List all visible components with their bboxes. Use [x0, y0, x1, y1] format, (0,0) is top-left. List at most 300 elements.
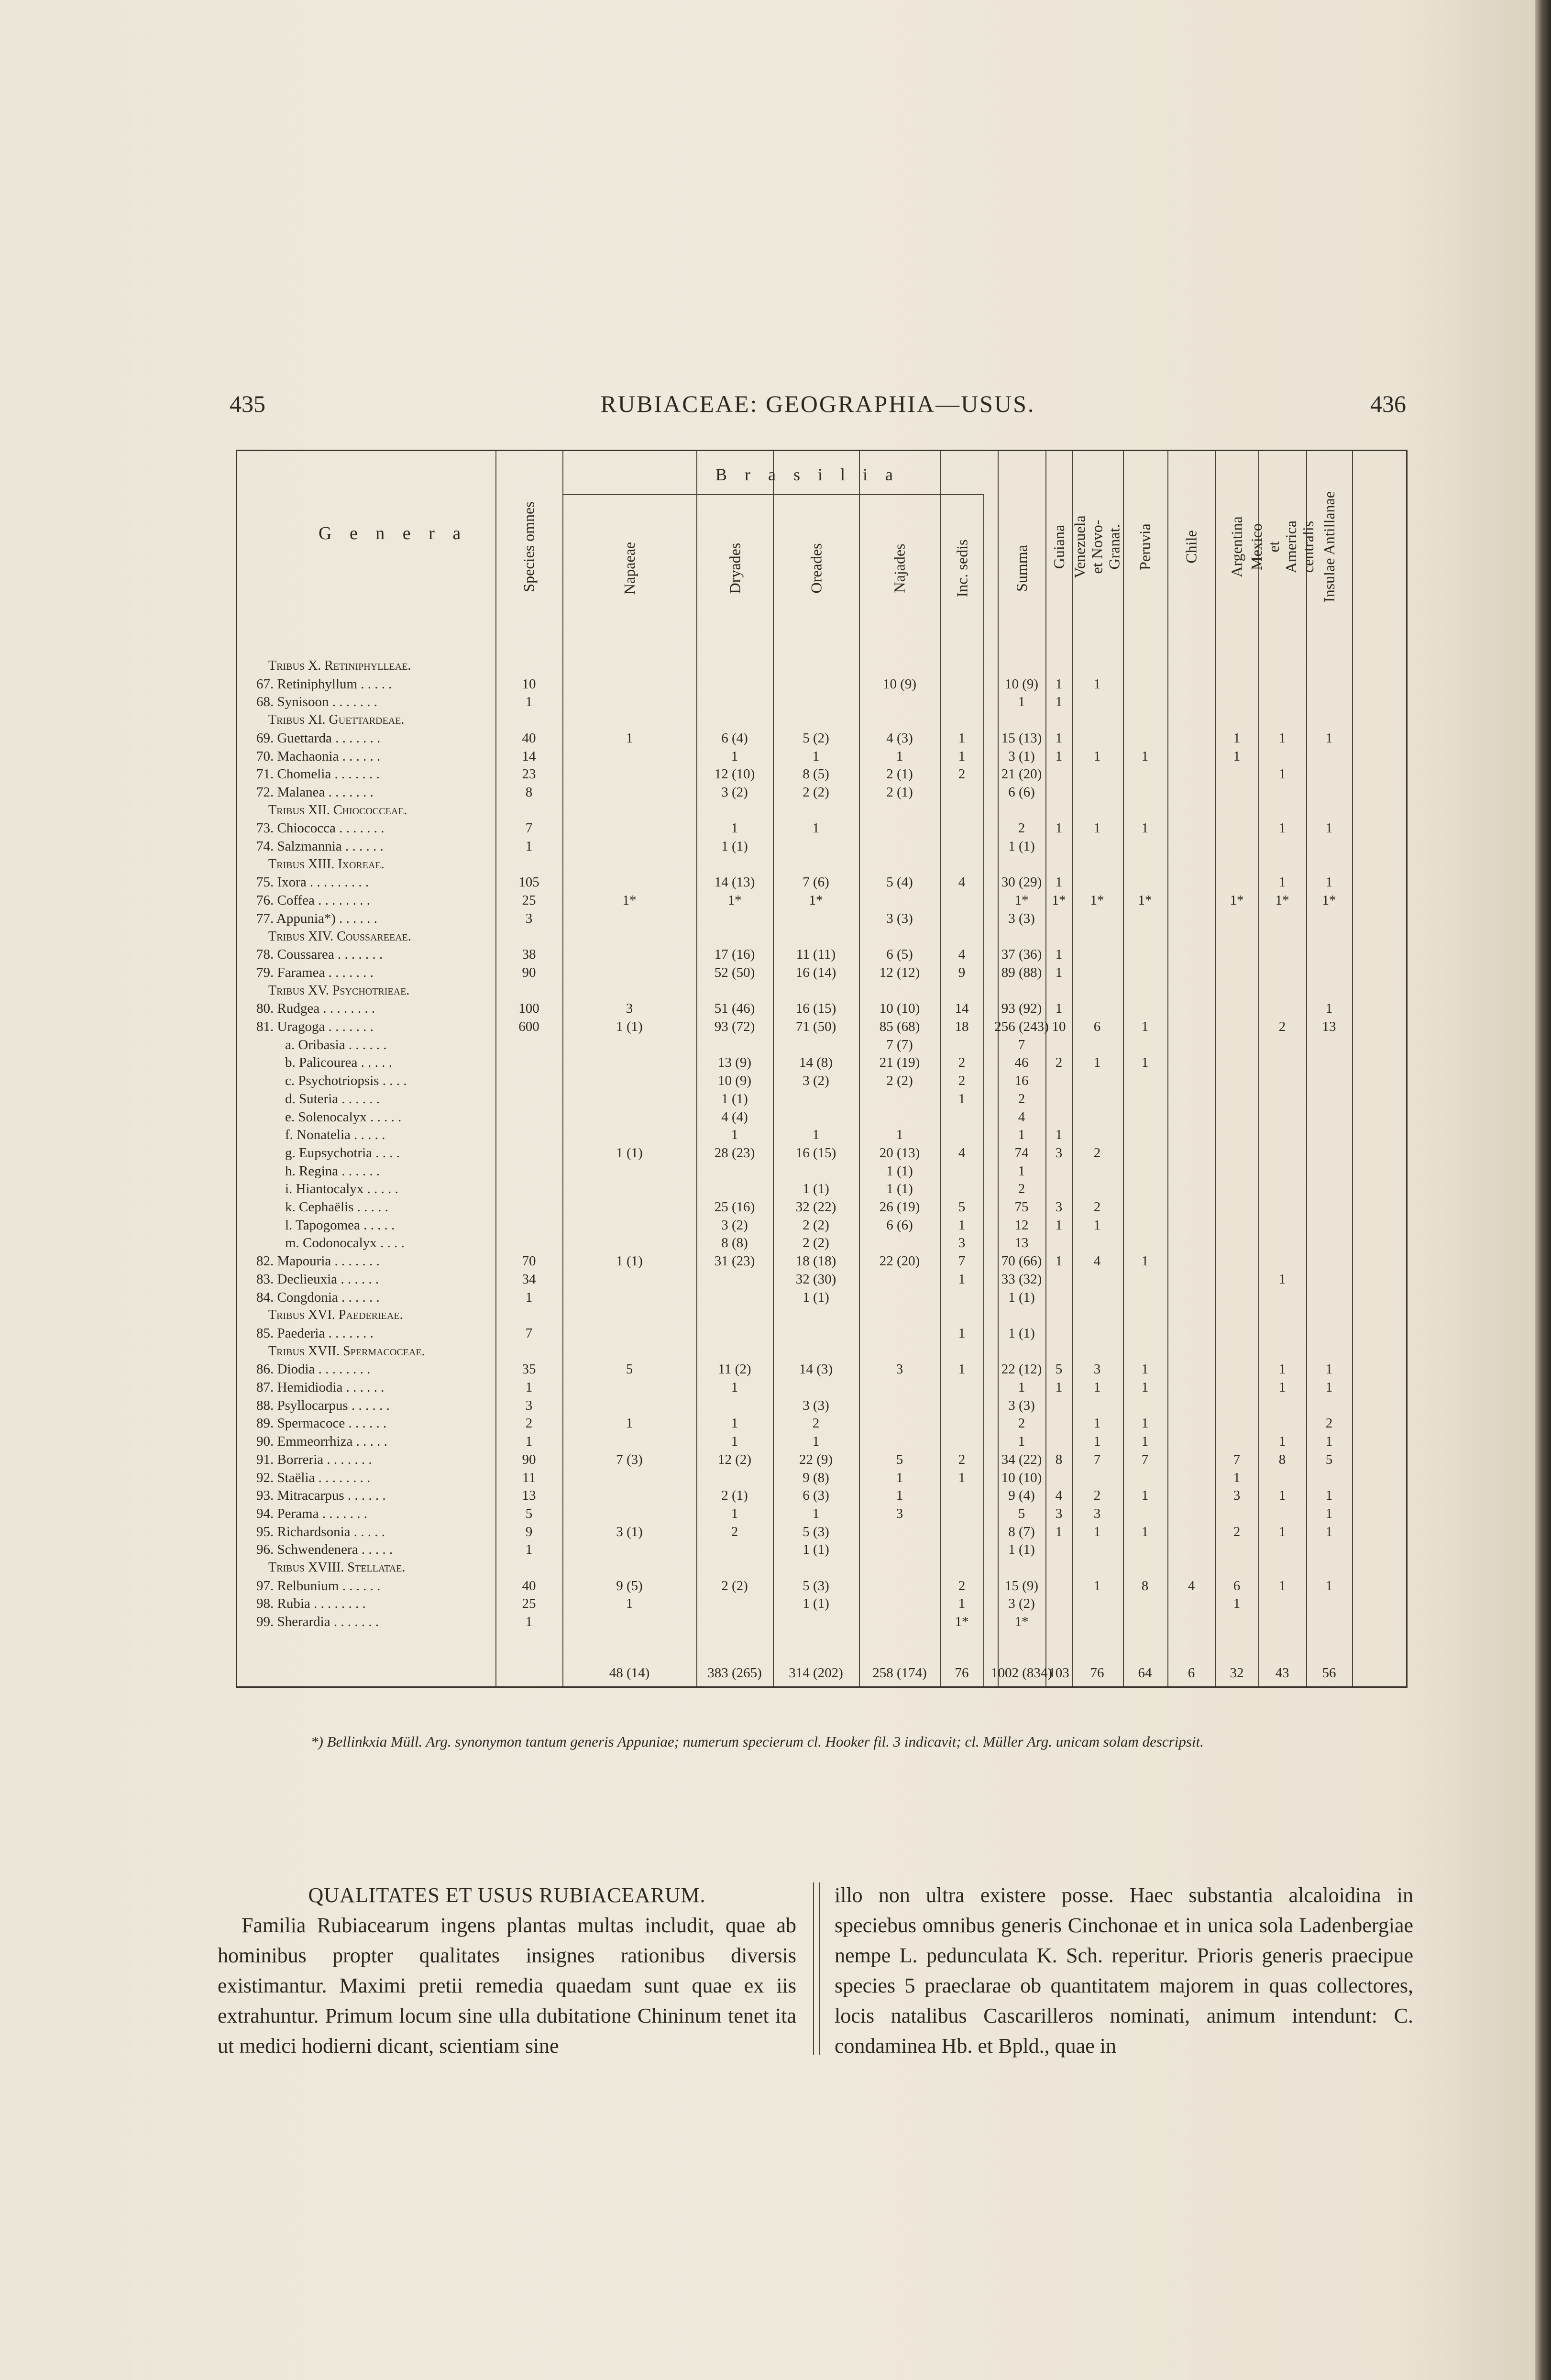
cell-dryades: 52 (50) [714, 965, 755, 980]
cell-summa: 1 [1018, 1380, 1025, 1395]
cell-species: 14 [522, 749, 536, 764]
table-row [237, 1288, 1409, 1306]
cell-dryades: 25 (16) [714, 1199, 755, 1215]
cell-oreades: 11 (11) [796, 947, 836, 962]
cell-peruvia: 1 [1141, 820, 1149, 836]
total-chile: 6 [1188, 1665, 1195, 1681]
table-row [237, 783, 1409, 801]
cell-venezuela: 3 [1093, 1362, 1101, 1377]
book-edge [1535, 0, 1551, 2380]
cell-najades: 6 (6) [886, 1218, 913, 1233]
cell-inc: 1 [958, 1596, 966, 1611]
cell-argentina: 3 [1233, 1488, 1241, 1503]
cell-argentina: 7 [1233, 1452, 1241, 1467]
cell-summa: 15 (13) [1001, 731, 1042, 746]
cell-guiana: 3 [1055, 1199, 1063, 1215]
tribus-heading [237, 711, 1409, 729]
genus-name: 82. Mapouria . . . . . . . [256, 1253, 380, 1269]
table-row [237, 1018, 1409, 1036]
cell-napaeae: 1 (1) [616, 1019, 643, 1034]
cell-dryades: 2 [731, 1524, 738, 1539]
cell-summa: 1 (1) [1008, 1542, 1035, 1557]
cell-insulae: 5 [1325, 1452, 1333, 1467]
cell-summa: 3 (3) [1008, 1398, 1035, 1413]
cell-species: 2 [525, 1416, 533, 1431]
brasilia-header: B r a s i l i a [715, 465, 900, 484]
cell-oreades: 16 (14) [795, 965, 836, 980]
cell-species: 34 [522, 1272, 536, 1287]
cell-napaeae: 1 [626, 1416, 633, 1431]
cell-oreades: 7 (6) [803, 875, 829, 890]
genus-name: e. Solenocalyx . . . . . [285, 1109, 402, 1125]
tribus-heading [237, 1306, 1409, 1324]
cell-species: 100 [518, 1001, 539, 1016]
cell-venezuela: 1 [1093, 1524, 1101, 1539]
cell-dryades: 28 (23) [714, 1145, 755, 1161]
cell-dryades: 31 (23) [714, 1253, 755, 1269]
cell-oreades: 5 (3) [803, 1524, 829, 1539]
cell-najades: 2 (2) [886, 1073, 913, 1088]
cell-inc: 7 [958, 1253, 966, 1269]
cell-summa: 5 [1018, 1506, 1025, 1521]
genus-name: 99. Sherardia . . . . . . . [256, 1614, 379, 1629]
cell-napaeae: 3 [626, 1001, 633, 1016]
cell-summa: 1 [1018, 1163, 1025, 1179]
cell-guiana: 2 [1055, 1055, 1063, 1070]
cell-dryades: 1* [727, 893, 742, 908]
cell-species: 7 [525, 820, 533, 836]
table-row [237, 1450, 1409, 1469]
distribution-table [236, 450, 1408, 1688]
cell-mexico: 1 [1278, 1434, 1286, 1449]
cell-oreades: 1 [812, 1127, 820, 1142]
cell-guiana: 1* [1052, 893, 1066, 908]
cell-species: 105 [518, 875, 539, 890]
cell-summa: 1 [1018, 1434, 1025, 1449]
cell-summa: 37 (36) [1001, 947, 1042, 962]
cell-inc: 1* [955, 1614, 969, 1629]
paragraph-right: illo non ultra existere posse. Haec substantia alcaloidina in speciebus omnibus generis Cinchonae et in unica sola Ladenbergiae nempe L. pedunculata K. Sch. reperitur. Prioris generis praecipue species 5 praeclarae ob quantitatem majorem in quas collectores, locis natalibus Cascarilleros nominati, animum intendunt: C. condaminea Hb. et Bpld., quae in [835, 1883, 1413, 2058]
cell-inc: 2 [958, 766, 966, 782]
genus-name: 84. Congdonia . . . . . . [256, 1290, 380, 1305]
cell-dryades: 4 (4) [721, 1109, 748, 1125]
cell-guiana: 1 [1055, 820, 1063, 836]
cell-najades: 2 (1) [886, 785, 913, 800]
cell-oreades: 5 (3) [803, 1578, 829, 1594]
cell-najades: 1 (1) [886, 1181, 913, 1196]
cell-dryades: 1 (1) [721, 839, 748, 854]
column-header-label: Napaeae [621, 542, 638, 595]
cell-napaeae: 1 (1) [616, 1145, 643, 1161]
column-header-label: Peruvia [1136, 523, 1154, 570]
total-venezuela: 76 [1090, 1665, 1104, 1681]
cell-guiana: 1 [1055, 947, 1063, 962]
cell-guiana: 1 [1055, 965, 1063, 980]
cell-dryades: 17 (16) [714, 947, 755, 962]
column-divider [813, 1882, 820, 2055]
cell-species: 5 [525, 1506, 533, 1521]
cell-summa: 1 (1) [1008, 1290, 1035, 1305]
cell-summa: 70 (66) [1001, 1253, 1042, 1269]
cell-napaeae: 1* [622, 893, 637, 908]
cell-mexico: 1 [1278, 1362, 1286, 1377]
cell-inc: 18 [955, 1019, 969, 1034]
cell-summa: 21 (20) [1001, 766, 1042, 782]
cell-napaeae: 9 (5) [616, 1578, 643, 1594]
cell-argentina: 2 [1233, 1524, 1241, 1539]
table-row [237, 765, 1409, 783]
cell-peruvia: 1 [1141, 1055, 1149, 1070]
cell-guiana: 1 [1055, 694, 1063, 709]
table-row [237, 1414, 1409, 1432]
cell-insulae: 1 [1325, 1434, 1333, 1449]
genus-name: g. Eupsychotria . . . . [285, 1145, 400, 1161]
column-header-insulae [1300, 451, 1358, 642]
cell-najades: 22 (20) [879, 1253, 920, 1269]
cell-mexico: 1 [1278, 731, 1286, 746]
cell-dryades: 14 (13) [714, 875, 755, 890]
cell-summa: 15 (9) [1004, 1578, 1039, 1594]
cell-venezuela: 1 [1093, 1434, 1101, 1449]
genus-name: 94. Perama . . . . . . . [256, 1506, 367, 1521]
cell-mexico: 1 [1278, 1272, 1286, 1287]
cell-oreades: 2 (2) [803, 1235, 829, 1251]
column-header-label: Chile [1182, 530, 1200, 564]
table-row [237, 1505, 1409, 1523]
totals-row [237, 1664, 1409, 1682]
cell-oreades: 1 (1) [803, 1181, 829, 1196]
column-header-label: Venezuela et Novo-Granat. [1071, 515, 1123, 578]
table-row [237, 693, 1409, 711]
cell-species: 25 [522, 893, 536, 908]
column-header-label: Insulae Antillanae [1320, 491, 1338, 602]
table-row [237, 1126, 1409, 1144]
page-header [230, 390, 1406, 423]
genus-name: 93. Mitracarpus . . . . . . [256, 1488, 386, 1503]
cell-inc: 5 [958, 1199, 966, 1215]
cell-oreades: 1 (1) [803, 1596, 829, 1611]
table-row [237, 1396, 1409, 1415]
cell-inc: 4 [958, 875, 966, 890]
tribus-heading [237, 928, 1409, 946]
cell-insulae: 1 [1325, 1524, 1333, 1539]
cell-najades: 3 [896, 1506, 903, 1521]
genus-name: Tribus XII. Chiococceae. [268, 803, 407, 818]
table-row [237, 819, 1409, 837]
column-header-label: Inc. sedis [953, 539, 971, 598]
cell-summa: 13 [1014, 1235, 1029, 1251]
genus-name: 69. Guettarda . . . . . . . [256, 731, 381, 746]
genus-name: f. Nonatelia . . . . . [285, 1127, 385, 1142]
tribus-heading [237, 657, 1409, 675]
cell-oreades: 2 (2) [803, 785, 829, 800]
cell-oreades: 14 (8) [799, 1055, 833, 1070]
cell-summa: 1 (1) [1008, 839, 1035, 854]
column-header-label: Najades [891, 543, 908, 593]
column-header-dryades [706, 494, 763, 642]
cell-summa: 2 [1018, 1091, 1025, 1107]
footnote [311, 1732, 1411, 1752]
cell-mexico: 1 [1278, 1488, 1286, 1503]
cell-venezuela: 4 [1093, 1253, 1101, 1269]
cell-napaeae: 5 [626, 1362, 633, 1377]
cell-summa: 22 (12) [1001, 1362, 1042, 1377]
cell-summa: 1* [1014, 1614, 1029, 1629]
genus-name: 80. Rudgea . . . . . . . . [256, 1001, 375, 1016]
total-dryades: 383 (265) [707, 1665, 762, 1681]
genus-name: Tribus XIV. Coussareeae. [268, 929, 411, 944]
table-row [237, 945, 1409, 963]
genus-name: 76. Coffea . . . . . . . . [256, 893, 370, 908]
table-row [237, 1198, 1409, 1216]
cell-summa: 6 (6) [1008, 785, 1035, 800]
cell-species: 70 [522, 1253, 536, 1269]
cell-species: 3 [525, 911, 533, 926]
cell-inc: 2 [958, 1452, 966, 1467]
table-row [237, 1577, 1409, 1595]
table-row [237, 1162, 1409, 1180]
cell-guiana: 1 [1055, 1127, 1063, 1142]
cell-peruvia: 1 [1141, 1524, 1149, 1539]
cell-summa: 3 (3) [1008, 911, 1035, 926]
cell-inc: 4 [958, 1145, 966, 1161]
genus-name: Tribus XVIII. Stellatae. [268, 1560, 406, 1575]
text-column-left [218, 1880, 796, 2061]
cell-najades: 21 (19) [879, 1055, 920, 1070]
table-row [237, 1036, 1409, 1054]
cell-inc: 4 [958, 947, 966, 962]
cell-summa: 89 (88) [1001, 965, 1042, 980]
genus-name: 87. Hemidiodia . . . . . . [256, 1380, 385, 1395]
genus-name: m. Codonocalyx . . . . [285, 1235, 405, 1251]
cell-insulae: 1* [1322, 893, 1336, 908]
cell-peruvia: 1 [1141, 1434, 1149, 1449]
cell-dryades: 1 [731, 1416, 738, 1431]
cell-venezuela: 1 [1093, 1416, 1101, 1431]
cell-species: 1 [525, 1434, 533, 1449]
cell-venezuela: 1 [1093, 749, 1101, 764]
cell-oreades: 9 (8) [803, 1470, 829, 1485]
table-row [237, 909, 1409, 928]
table-row [237, 1072, 1409, 1090]
cell-insulae: 1 [1325, 1506, 1333, 1521]
cell-summa: 34 (22) [1001, 1452, 1042, 1467]
cell-summa: 4 [1018, 1109, 1025, 1125]
cell-najades: 20 (13) [879, 1145, 920, 1161]
genus-name: i. Hiantocalyx . . . . . [285, 1181, 398, 1196]
genus-name: c. Psychotriopsis . . . . [285, 1073, 407, 1088]
cell-summa: 256 (243) [994, 1019, 1049, 1034]
cell-najades: 5 [896, 1452, 903, 1467]
cell-summa: 1 [1018, 1127, 1025, 1142]
cell-oreades: 71 (50) [795, 1019, 836, 1034]
cell-inc: 3 [958, 1235, 966, 1251]
cell-dryades: 10 (9) [717, 1073, 752, 1088]
cell-inc: 1 [958, 1362, 966, 1377]
genera-header: G e n e r a [319, 523, 468, 543]
cell-summa: 2 [1018, 1416, 1025, 1431]
table-row [237, 1108, 1409, 1126]
cell-mexico: 1 [1278, 1578, 1286, 1594]
cell-summa: 10 (9) [1004, 676, 1039, 692]
cell-venezuela: 6 [1093, 1019, 1101, 1034]
cell-dryades: 2 (1) [721, 1488, 748, 1503]
genus-name: 96. Schwendenera . . . . . [256, 1542, 393, 1557]
column-header-napaeae [601, 494, 658, 642]
cell-venezuela: 1 [1093, 1578, 1101, 1594]
cell-species: 40 [522, 1578, 536, 1594]
cell-peruvia: 1 [1141, 1488, 1149, 1503]
cell-oreades: 1 [812, 749, 820, 764]
genus-name: 70. Machaonia . . . . . . [256, 749, 381, 764]
cell-guiana: 1 [1055, 1218, 1063, 1233]
genus-name: b. Palicourea . . . . . [285, 1055, 392, 1070]
cell-inc: 1 [958, 1091, 966, 1107]
cell-dryades: 12 (10) [714, 766, 755, 782]
cell-napaeae: 1 (1) [616, 1253, 643, 1269]
cell-species: 8 [525, 785, 533, 800]
cell-peruvia: 1 [1141, 1416, 1149, 1431]
genus-name: Tribus XVI. Paederieae. [268, 1307, 403, 1322]
section-heading: QUALITATES ET USUS RUBIACEARUM. [308, 1883, 706, 1907]
total-peruvia: 64 [1138, 1665, 1152, 1681]
total-najades: 258 (174) [872, 1665, 927, 1681]
paragraph-left: Familia Rubiacearum ingens plantas multas includit, quae ab hominibus propter qualitates insignes rationibus diversis existimantur. Maximi pretii remedia quaedam sunt quae ex iis extrahuntur. Primum locum sine ulla dubitatione Chininum tenet ita ut medici hodierni dicant, scientiam sine [218, 1914, 796, 2058]
cell-argentina: 1 [1233, 1470, 1241, 1485]
cell-species: 90 [522, 965, 536, 980]
cell-oreades: 3 (2) [803, 1073, 829, 1088]
table-row [237, 1378, 1409, 1396]
cell-dryades: 3 (2) [721, 1218, 748, 1233]
cell-guiana: 5 [1055, 1362, 1063, 1377]
genus-name: 78. Coussarea . . . . . . . [256, 947, 383, 962]
table-row [237, 1090, 1409, 1108]
table-row [237, 873, 1409, 891]
genus-name: d. Suteria . . . . . . [285, 1091, 380, 1107]
genus-name: 91. Borreria . . . . . . . [256, 1452, 372, 1467]
cell-mexico: 1* [1275, 893, 1289, 908]
table-row [237, 1594, 1409, 1613]
cell-venezuela: 2 [1093, 1488, 1101, 1503]
genus-name: 85. Paederia . . . . . . . [256, 1326, 374, 1341]
cell-dryades: 6 (4) [721, 731, 748, 746]
cell-dryades: 3 (2) [721, 785, 748, 800]
cell-inc: 9 [958, 965, 966, 980]
cell-argentina: 6 [1233, 1578, 1241, 1594]
cell-summa: 93 (92) [1001, 1001, 1042, 1016]
cell-najades: 7 (7) [886, 1037, 913, 1052]
genus-name: Tribus XI. Guettardeae. [268, 712, 405, 727]
cell-inc: 1 [958, 1272, 966, 1287]
cell-dryades: 1 [731, 1506, 738, 1521]
column-header-label: Argentina [1228, 516, 1245, 577]
cell-species: 40 [522, 731, 536, 746]
table-row [237, 1053, 1409, 1072]
cell-peruvia: 1 [1141, 1362, 1149, 1377]
cell-oreades: 14 (3) [799, 1362, 833, 1377]
cell-species: 1 [525, 1542, 533, 1557]
cell-species: 25 [522, 1596, 536, 1611]
genus-name: 88. Psyllocarpus . . . . . . [256, 1398, 390, 1413]
cell-guiana: 1 [1055, 1380, 1063, 1395]
cell-summa: 8 (7) [1008, 1524, 1035, 1539]
cell-oreades: 1* [809, 893, 823, 908]
cell-dryades: 93 (72) [714, 1019, 755, 1034]
genus-name: 92. Staëlia . . . . . . . . [256, 1470, 371, 1485]
table-row [237, 1360, 1409, 1378]
table-row [237, 1432, 1409, 1450]
cell-guiana: 10 [1052, 1019, 1066, 1034]
cell-insulae: 1 [1325, 1578, 1333, 1594]
table-row [237, 1469, 1409, 1487]
tribus-heading [237, 855, 1409, 874]
genus-name: Tribus XIII. Ixoreae. [268, 857, 385, 872]
cell-venezuela: 1 [1093, 1380, 1101, 1395]
cell-oreades: 8 (5) [803, 766, 829, 782]
total-summa: 1002 (834) [990, 1665, 1053, 1681]
cell-mexico: 2 [1278, 1019, 1286, 1034]
cell-venezuela: 1 [1093, 676, 1101, 692]
genus-name: 95. Richardsonia . . . . . [256, 1524, 385, 1539]
cell-najades: 1 (1) [886, 1163, 913, 1179]
cell-oreades: 2 [812, 1416, 820, 1431]
column-header-label: Dryades [726, 542, 743, 594]
column-header-label: Species omnes [520, 501, 538, 592]
cell-guiana: 1 [1055, 749, 1063, 764]
cell-species: 23 [522, 766, 536, 782]
cell-najades: 1 [896, 749, 903, 764]
cell-oreades: 1 [812, 1506, 820, 1521]
cell-najades: 6 (5) [886, 947, 913, 962]
cell-oreades: 32 (30) [795, 1272, 836, 1287]
genus-name: 68. Synisoon . . . . . . . [256, 694, 377, 709]
cell-insulae: 1 [1325, 1380, 1333, 1395]
genus-name: 77. Appunia*) . . . . . . [256, 911, 377, 926]
cell-napaeae: 1 [626, 731, 633, 746]
cell-inc: 1 [958, 1218, 966, 1233]
cell-napaeae: 3 (1) [616, 1524, 643, 1539]
cell-species: 10 [522, 676, 536, 692]
genus-name: 98. Rubia . . . . . . . . [256, 1596, 366, 1611]
cell-insulae: 1 [1325, 820, 1333, 836]
cell-oreades: 1 [812, 820, 820, 836]
cell-dryades: 12 (2) [717, 1452, 752, 1467]
cell-dryades: 1 (1) [721, 1091, 748, 1107]
cell-argentina: 1 [1233, 1596, 1241, 1611]
genus-name: 83. Declieuxia . . . . . . [256, 1272, 379, 1287]
cell-dryades: 13 (9) [717, 1055, 752, 1070]
cell-mexico: 1 [1278, 875, 1286, 890]
cell-najades: 5 (4) [886, 875, 913, 890]
cell-oreades: 1 (1) [803, 1290, 829, 1305]
cell-argentina: 1 [1233, 749, 1241, 764]
table-row [237, 1216, 1409, 1234]
cell-argentina: 1 [1233, 731, 1241, 746]
cell-mexico: 1 [1278, 1524, 1286, 1539]
cell-summa: 12 [1014, 1218, 1029, 1233]
cell-summa: 75 [1014, 1199, 1029, 1215]
total-mexico: 43 [1275, 1665, 1289, 1681]
table-row [237, 1613, 1409, 1631]
genus-name: 67. Retiniphyllum . . . . . [256, 676, 392, 692]
cell-oreades: 16 (15) [795, 1001, 836, 1016]
table-row [237, 891, 1409, 909]
cell-oreades: 32 (22) [795, 1199, 836, 1215]
cell-peruvia: 1 [1141, 749, 1149, 764]
cell-summa: 1* [1014, 893, 1029, 908]
table-row [237, 1270, 1409, 1288]
cell-inc: 2 [958, 1055, 966, 1070]
